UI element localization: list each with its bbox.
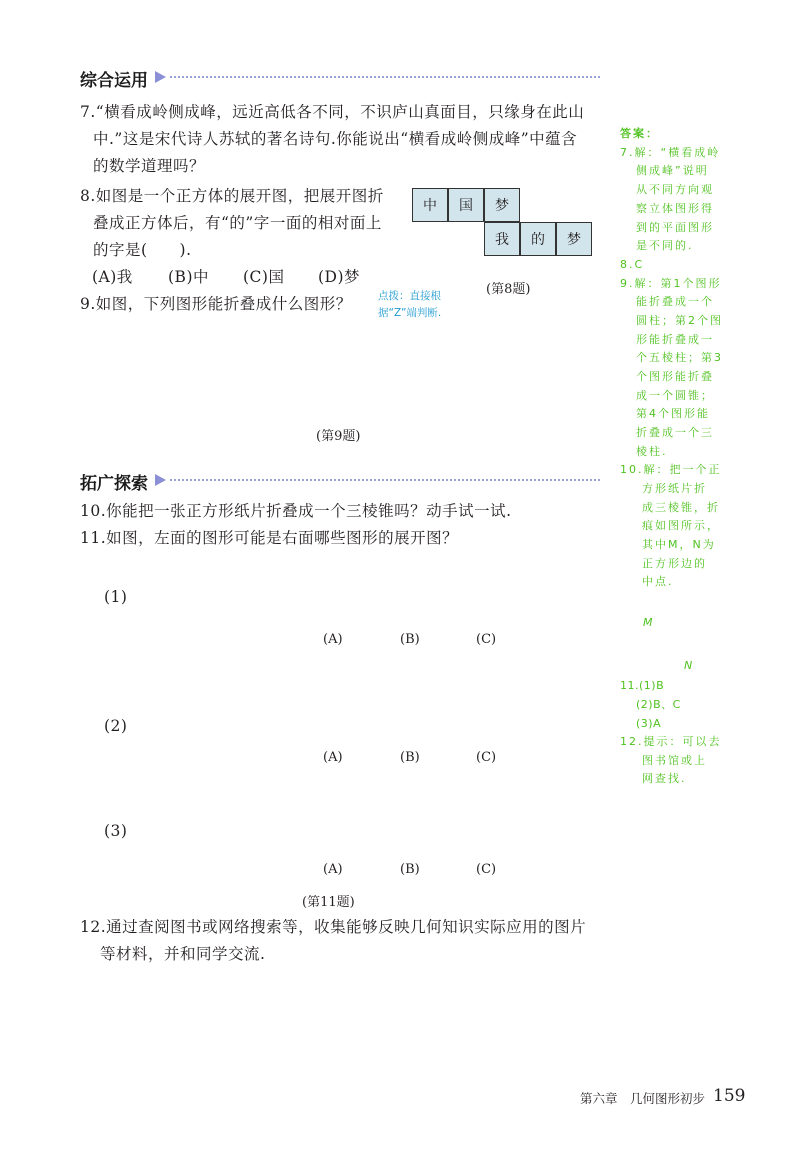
q11-r2-option-a: (A): [323, 750, 343, 765]
q11-row-label-2: (2): [104, 717, 128, 735]
q7-line1: 7.“横看成岭侧成峰，远近高低各不同，不识庐山真面目，只缘身在此山: [80, 103, 585, 121]
q8-hint-line2: 据“Z”端判断.: [378, 307, 442, 319]
q11-text: 11.如图，左面的图形可能是右面哪些图形的展开图？: [80, 529, 459, 547]
q11-r3-cube-b: [393, 818, 432, 858]
answer-line: 第4个图形能: [636, 407, 710, 420]
q8-caption: (第8题): [486, 282, 531, 297]
answer-line: 痕如图所示，: [642, 519, 720, 532]
answer-line: 折叠成一个三: [636, 426, 714, 439]
q8-line1: 8.如图是一个正方体的展开图，把展开图折: [80, 187, 384, 205]
answer-line: 图书馆或上: [642, 754, 707, 767]
section-divider: [170, 479, 600, 481]
q11-r3-option-c: (C): [476, 862, 497, 877]
answer-line: (2)B、C: [636, 698, 681, 711]
q9-prism-net: [248, 344, 332, 408]
q9-triprism-net: [455, 344, 538, 411]
answer-line: 正方形边的: [642, 557, 707, 570]
section-divider: [170, 76, 600, 78]
q8-option-a: (A)我: [92, 268, 133, 286]
answer-line: 9.解：第1个图形: [620, 277, 722, 290]
answer-line: 中点.: [642, 575, 674, 588]
answer-header: 答案：: [620, 127, 659, 140]
net-cell: 的: [520, 222, 556, 256]
q11-row-label-3: (3): [104, 822, 128, 840]
q7-line3: 的数学道理吗？: [93, 157, 206, 175]
q9-text: 9.如图，下列图形能折叠成什么图形？: [80, 295, 352, 313]
q12-line2: 等材料，并和同学交流.: [100, 945, 266, 963]
answer-line: 成三棱锥，折: [642, 501, 720, 514]
q8-line3: 的字是( ).: [93, 241, 192, 259]
net-cell: 国: [448, 188, 484, 222]
answer-line: 是不同的.: [636, 239, 694, 252]
q9-caption: (第9题): [316, 429, 361, 444]
q9-cone-net: [362, 343, 434, 410]
q12-line1: 12.通过查阅图书或网络搜索等，收集能够反映几何知识实际应用的图片: [80, 918, 587, 936]
q11-r3-option-a: (A): [323, 862, 343, 877]
q11-r3-option-b: (B): [400, 862, 420, 877]
q11-r1-option-a: (A): [323, 632, 343, 647]
q11-r1-cube-b: [393, 584, 432, 624]
answer-line: 到的平面图形: [636, 221, 714, 234]
answer-line: 10.解：把一个正: [620, 463, 722, 476]
answer-line: 侧成峰”说明: [636, 164, 709, 177]
section-arrow-icon: [155, 71, 166, 83]
section-title-comprehensive: 综合运用: [80, 71, 148, 91]
answer-line: (3)A: [636, 717, 662, 730]
q11-row-label-1: (1): [104, 588, 128, 606]
q10-text: 10.你能把一张正方形纸片折叠成一个三棱锥吗？动手试一试.: [80, 502, 512, 520]
net-cell: 我: [484, 222, 520, 256]
answer-line: 12.提示：可以去: [620, 735, 722, 748]
answer-line: 7.解：“横看成岭: [620, 146, 721, 159]
q11-net-3: [146, 800, 244, 873]
q8-option-d: (D)梦: [318, 268, 361, 286]
net-cell: 中: [412, 188, 448, 222]
answer-line: 能折叠成一个: [636, 295, 714, 308]
answer-label-n: N: [684, 659, 693, 672]
q11-r1-option-b: (B): [400, 632, 420, 647]
q11-r2-option-c: (C): [476, 750, 497, 765]
q8-line2: 叠成正方体后，有“的”字一面的相对面上: [93, 214, 382, 232]
q11-r1-option-c: (C): [476, 632, 497, 647]
answer-line: 方形纸片折: [642, 482, 707, 495]
section-title-extension: 拓广探索: [80, 474, 148, 494]
answer-line: 圆柱；第2个图: [636, 314, 723, 327]
q11-caption: (第11题): [302, 895, 355, 910]
q11-r1-cube-c: [469, 584, 508, 624]
answer-line: 其中M，N为: [642, 538, 716, 551]
q8-option-c: (C)国: [243, 268, 285, 286]
answer-label-m: M: [643, 616, 653, 629]
answer-line: 11.(1)B: [620, 679, 665, 692]
answer-line: 个五棱柱；第3: [636, 351, 723, 364]
q11-r2-option-b: (B): [400, 750, 420, 765]
answer-line: 成一个圆锥；: [636, 389, 714, 402]
answer-line: 棱柱.: [636, 445, 668, 458]
svg-text:☆: ☆: [152, 588, 166, 604]
q9-cylinder-net: [135, 343, 215, 408]
answer-line: 8.C: [620, 258, 645, 271]
answer-line: 网查找.: [642, 772, 687, 785]
q8-option-b: (B)中: [168, 268, 209, 286]
footer-chapter: 第六章 几何图形初步: [580, 1091, 706, 1106]
page-number: 159: [713, 1086, 746, 1106]
answer-line: 从不同方向观: [636, 183, 714, 196]
q7-line2: 中.”这是宋代诗人苏轼的著名诗句.你能说出“横看成岭侧成峰”中蕴含: [93, 130, 578, 148]
net-cell: 梦: [484, 188, 520, 222]
net-cell: 梦: [556, 222, 592, 256]
answer-line: 形能折叠成一: [636, 333, 714, 346]
section-arrow-icon: [155, 474, 166, 486]
answer-line: 察立体图形得: [636, 202, 714, 215]
q8-hint-line1: 点拨：直接根: [378, 290, 441, 302]
svg-text:☆: ☆: [322, 601, 332, 614]
answer-line: 个图形能折叠: [636, 370, 714, 383]
